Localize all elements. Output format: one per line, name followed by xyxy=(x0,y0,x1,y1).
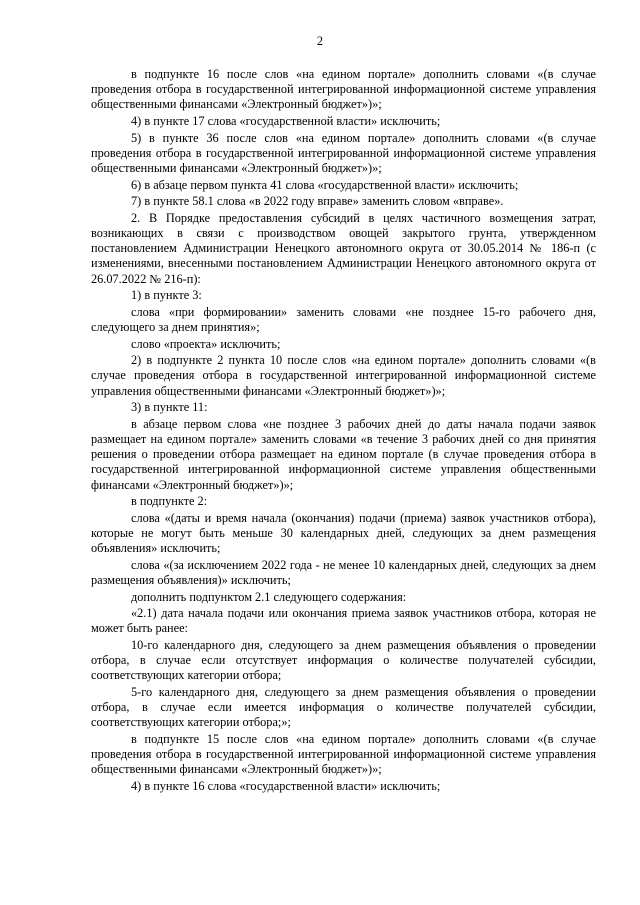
document-body xyxy=(91,67,596,796)
paragraph: 10-го календарного дня, следующего за днем размещения объявления о проведении отбора, в случае если отсутствует информация о количестве получателей субсидии, соответствующих категории отбора; xyxy=(91,637,596,683)
paragraph: слова «(даты и время начала (окончания) подачи (приема) заявок участников отбора), которые не могут быть меньше 30 календарных дней, следующих за днем размещения объявления» исключить; xyxy=(91,510,596,556)
paragraph: 6) в абзаце первом пункта 41 слова «государственной власти» исключить; xyxy=(131,177,519,192)
paragraph: 5-го календарного дня, следующего за днем размещения объявления о проведении отбора, в случае если имеется информация о количестве получателей субсидии, соответствующих категории отбора;»; xyxy=(91,684,596,730)
paragraph: в подпункте 15 после слов «на едином портале» дополнить словами «(в случае проведения отбора в государственной интегрированной информационной системе управления общественными финансами «Электронный бюджет»)»; xyxy=(91,731,596,777)
paragraph: в подпункте 16 после слов «на едином портале» дополнить словами «(в случае проведения отбора в государственной интегрированной информационной системе управления общественными финансами «Электронный бюджет»)»; xyxy=(91,67,596,112)
paragraph: в абзаце первом слова «не позднее 3 рабочих дней до даты начала подачи заявок размещает на едином портале» заменить словами «в течение 3 рабочих дней со дня принятия решения о проведении отбора размещает на едином портале (в случае проведения отбора в государственной интегрированной информационной системе управления общественными финансами «Электронный бюджет»)»; xyxy=(91,416,596,492)
paragraph: 3) в пункте 11: xyxy=(131,400,208,415)
paragraph: 4) в пункте 16 слова «государственной власти» исключить; xyxy=(131,778,441,793)
paragraph: в подпункте 2: xyxy=(131,494,208,509)
paragraph: 2) в подпункте 2 пункта 10 после слов «на едином портале» дополнить словами «(в случае проведения отбора в государственной интегрированной информационной системе управления общественными финансами «Электронный бюджет»)»; xyxy=(91,353,596,398)
paragraph: 4) в пункте 17 слова «государственной власти» исключить; xyxy=(131,114,441,128)
paragraph: слова «(за исключением 2022 года - не менее 10 календарных дней, следующих за днем размещения объявления)» исключить; xyxy=(91,557,596,587)
paragraph: 7) в пункте 58.1 слова «в 2022 году вправе» заменить словом «вправе». xyxy=(131,194,504,209)
paragraph: 5) в пункте 36 после слов «на едином портале» дополнить словами «(в случае проведения отбора в государственной интегрированной информационной системе управления общественными финансами «Электронный бюджет»)»; xyxy=(91,130,596,175)
paragraph: слова «при формировании» заменить словами «не позднее 15-го рабочего дня, следующего за днем принятия»; xyxy=(91,304,596,334)
paragraph: слово «проекта» исключить; xyxy=(131,336,281,351)
paragraph: 2. В Порядке предоставления субсидий в целях частичного возмещения затрат, возникающих в связи с производством овощей закрытого грунта, утвержденном постановлением Администрации Ненецкого автономного округа от 30.05.2014 № 186-п (с изменениями, внесенными постановлением Администрации Ненецкого автономного округа от 26.07.2022 № 216-п): xyxy=(91,210,596,286)
page-number: 2 xyxy=(316,34,324,48)
paragraph: дополнить подпунктом 2.1 следующего содержания: xyxy=(131,589,407,604)
paragraph: 1) в пункте 3: xyxy=(131,288,202,303)
paragraph: «2.1) дата начала подачи или окончания приема заявок участников отбора, которая не может быть ранее: xyxy=(91,606,596,636)
